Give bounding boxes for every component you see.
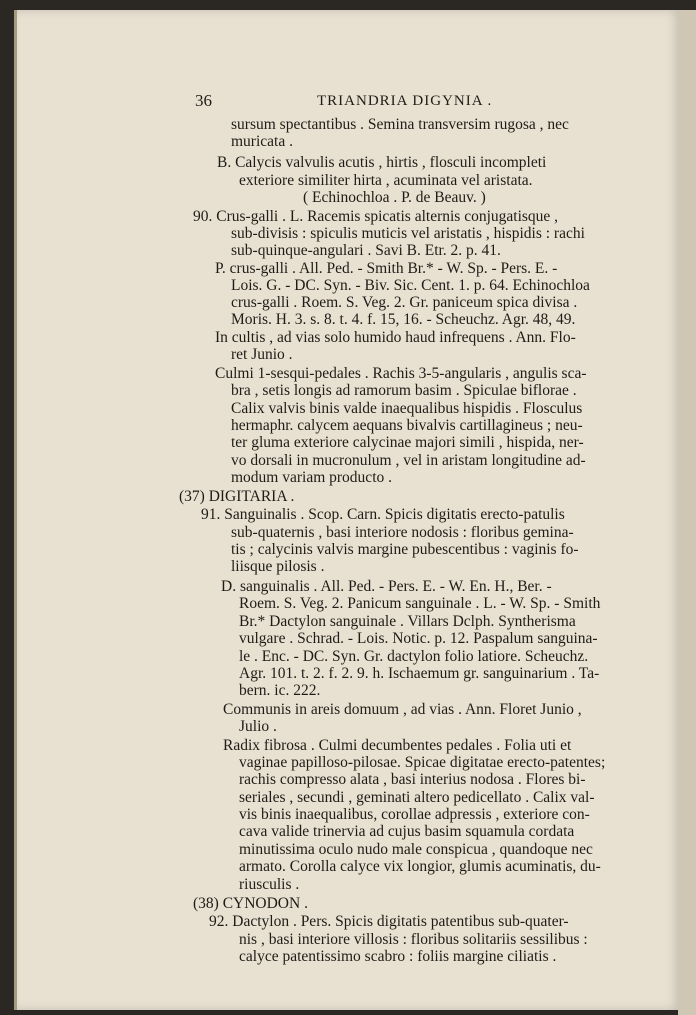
- text-line: seriales , secundi , geminati altero pedicellato . Calix val-: [239, 789, 595, 806]
- text-line: Communis in areis domuum , ad vias . Ann. Floret Junio ,: [223, 701, 582, 718]
- text-line: rachis compresso alata , basi interius nodosa . Flores bi-: [239, 771, 586, 788]
- text-line: Moris. H. 3. s. 8. t. 4. f. 15, 16. - Scheuchz. Agr. 48, 49.: [231, 311, 576, 328]
- text-line: nis , basi interiore villosis : floribus solitariis sessilibus :: [239, 931, 588, 948]
- text-line: bern. ic. 222.: [239, 682, 321, 699]
- text-line: sub-divisis : spiculis muticis vel aristatis , hispidis : rachi: [231, 225, 585, 242]
- text-line: ter gluma exteriore calycinae majori simili , hispida, ner-: [231, 434, 584, 451]
- text-line: minutissima oculo nudo male conspicua , quandoque nec: [239, 841, 593, 858]
- text-line: cava valide trinervia ad cujus basim squamula cordata: [239, 823, 575, 840]
- text-line: Julio .: [239, 718, 277, 735]
- text-line: muricata .: [231, 133, 293, 150]
- text-line: Culmi 1-sesqui-pedales . Rachis 3-5-angularis , angulis sca-: [215, 365, 587, 382]
- text-line: ret Junio .: [231, 346, 293, 363]
- text-line: D. sanguinalis . All. Ped. - Pers. E. - W. En. H., Ber. -: [221, 578, 552, 595]
- genus-37-heading: (37) DIGITARIA .: [179, 488, 295, 505]
- text-line: vo dorsali in mucronulum , vel in aristam longitudine ad-: [231, 452, 586, 469]
- text-line: crus-galli . Roem. S. Veg. 2. Gr. paniceum spica divisa .: [231, 294, 578, 311]
- text-line: tis ; calycinis valvis margine pubescentibus : vaginis fo-: [231, 541, 579, 558]
- text-line: Radix fibrosa . Culmi decumbentes pedales . Folia uti et: [223, 737, 572, 754]
- text-line: Br.* Dactylon sanguinale . Villars Dclph. Syntherisma: [239, 613, 576, 630]
- text-line: sub-quaternis , basi interiore nodosis : floribus gemina-: [231, 524, 574, 541]
- text-line: sub-quinque-angulari . Savi B. Etr. 2. p. 41.: [231, 242, 501, 259]
- text-line: B. Calycis valvulis acutis , hirtis , flosculi incompleti: [217, 154, 547, 171]
- text-line: armato. Corolla calyce vix longior, glumis acuminatis, du-: [239, 858, 601, 875]
- page-edge: [678, 10, 696, 1015]
- text-line: ( Echinochloa . P. de Beauv. ): [303, 189, 486, 206]
- text-line: liisque pilosis .: [231, 558, 325, 575]
- text-line: riusculis .: [239, 876, 300, 893]
- text-line: In cultis , ad vias solo humido haud infrequens . Ann. Flo-: [215, 329, 576, 346]
- book-page: [14, 10, 681, 1010]
- species-90-heading: 90. Crus-galli . L. Racemis spicatis alternis conjugatisque ,: [193, 208, 559, 225]
- text-line: Roem. S. Veg. 2. Panicum sanguinale . L. - W. Sp. - Smith: [239, 595, 601, 612]
- text-line: bra , setis longis ad ramorum basim . Spiculae biflorae .: [231, 382, 577, 399]
- species-92-heading: 92. Dactylon . Pers. Spicis digitatis patentibus sub-quater-: [209, 913, 569, 930]
- text-line: vulgare . Schrad. - Lois. Notic. p. 12. Paspalum sanguina-: [239, 630, 598, 647]
- text-line: Lois. G. - DC. Syn. - Biv. Sic. Cent. 1. p. 64. Echinochloa: [231, 277, 590, 294]
- text-line: vaginae papilloso-pilosae. Spicae digitatae erecto-patentes;: [239, 754, 606, 771]
- running-title: TRIANDRIA DIGYNIA .: [317, 93, 493, 109]
- text-line: sursum spectantibus . Semina transversim rugosa , nec: [231, 116, 569, 133]
- text-line: hermaphr. calycem aequans bivalvis cartillagineus ; neu-: [231, 417, 583, 434]
- page-number: 36: [195, 91, 212, 110]
- text-line: Agr. 101. t. 2. f. 2. 9. h. Ischaemum gr. sanguinarium . Ta-: [239, 665, 600, 682]
- text-line: modum variam producto .: [231, 469, 392, 486]
- species-91-heading: 91. Sanguinalis . Scop. Carn. Spicis digitatis erecto-patulis: [201, 506, 565, 523]
- text-line: P. crus-galli . All. Ped. - Smith Br.* - W. Sp. - Pers. E. -: [215, 260, 558, 277]
- text-line: le . Enc. - DC. Syn. Gr. dactylon folio latiore. Scheuchz.: [239, 648, 589, 665]
- text-line: Calix valvis binis valde inaequalibus hispidis . Flosculus: [231, 400, 583, 417]
- genus-38-heading: (38) CYNODON .: [193, 895, 308, 912]
- text-line: exteriore similiter hirta , acuminata vel aristata.: [239, 172, 533, 189]
- text-line: vis binis inaequalibus, corollae adpressis , exteriore con-: [239, 806, 590, 823]
- text-line: calyce patentissimo scabro : foliis margine ciliatis .: [239, 948, 557, 965]
